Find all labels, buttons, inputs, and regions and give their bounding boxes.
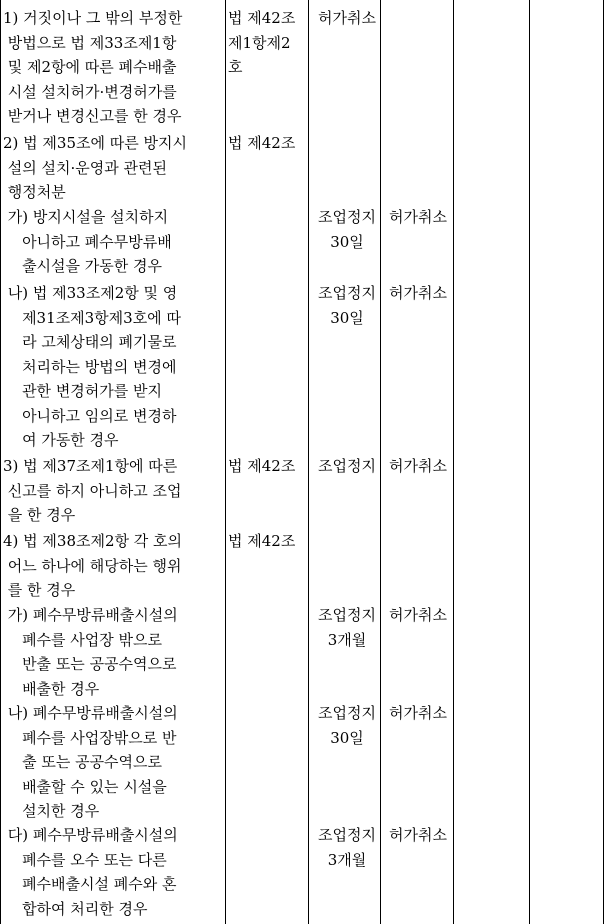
violation-description: 1) 거짓이나 그 밖의 부정한 방법으로 법 제33조제1항 및 제2항에 따른 폐수배출 시설 설치허가·변경허가를 받거나 변경신고를 한 경우 xyxy=(3,9,183,125)
legal-basis: 법 제42조 xyxy=(228,457,296,475)
column-rule xyxy=(308,0,309,924)
violation-description: 3) 법 제37조제1항에 따른 신고를 하지 아니하고 조업 을 한 경우 xyxy=(3,457,182,524)
column-rule xyxy=(0,0,1,924)
violation-description: 나) 폐수무방류배출시설의 폐수를 사업장밖으로 반 출 또는 공공수역으로 배출할 수 있는 시설을 설치한 경우 xyxy=(7,704,178,820)
first-offense-penalty: 조업정지 30일 xyxy=(318,208,376,251)
first-offense-penalty: 조업정지 3개월 xyxy=(318,826,376,869)
second-offense-penalty: 허가취소 xyxy=(389,826,447,844)
column-rule xyxy=(453,0,454,924)
legal-basis: 법 제42조 xyxy=(228,134,296,152)
column-rule xyxy=(529,0,530,924)
first-offense-penalty: 조업정지 xyxy=(318,457,376,475)
second-offense-penalty: 허가취소 xyxy=(389,457,447,475)
first-offense-penalty: 허가취소 xyxy=(318,9,376,27)
violation-description: 나) 법 제33조제2항 및 영 제31조제3항제3호에 따 라 고체상태의 폐기물로 처리하는 방법의 변경에 관한 변경허가를 받지 아니하고 임의로 변경하 여 가동한 경우 xyxy=(7,284,181,449)
legal-basis: 법 제42조 xyxy=(228,532,296,550)
first-offense-penalty: 조업정지 30일 xyxy=(318,284,376,327)
column-rule xyxy=(225,0,226,924)
first-offense-penalty: 조업정지 30일 xyxy=(318,704,376,747)
legal-basis: 법 제42조 제1항제2 호 xyxy=(228,9,296,76)
first-offense-penalty: 조업정지 3개월 xyxy=(318,606,376,649)
second-offense-penalty: 허가취소 xyxy=(389,606,447,624)
second-offense-penalty: 허가취소 xyxy=(389,704,447,722)
violation-description: 가) 방지시설을 설치하지 아니하고 폐수무방류배 출시설을 가동한 경우 xyxy=(7,208,172,275)
column-rule xyxy=(603,0,604,924)
violation-description: 가) 폐수무방류배출시설의 폐수를 사업장 밖으로 반출 또는 공공수역으로 배출한 경우 xyxy=(7,606,178,698)
violation-description: 2) 법 제35조에 따른 방지시 설의 설치·운영과 관련된 행정처분 xyxy=(3,134,187,201)
second-offense-penalty: 허가취소 xyxy=(389,284,447,302)
second-offense-penalty: 허가취소 xyxy=(389,208,447,226)
violation-description: 다) 폐수무방류배출시설의 폐수를 오수 또는 다른 폐수배출시설 폐수와 혼 합하여 처리한 경우 xyxy=(7,826,178,918)
violation-description: 4) 법 제38조제2항 각 호의 어느 하나에 해당하는 행위 를 한 경우 xyxy=(3,532,183,599)
